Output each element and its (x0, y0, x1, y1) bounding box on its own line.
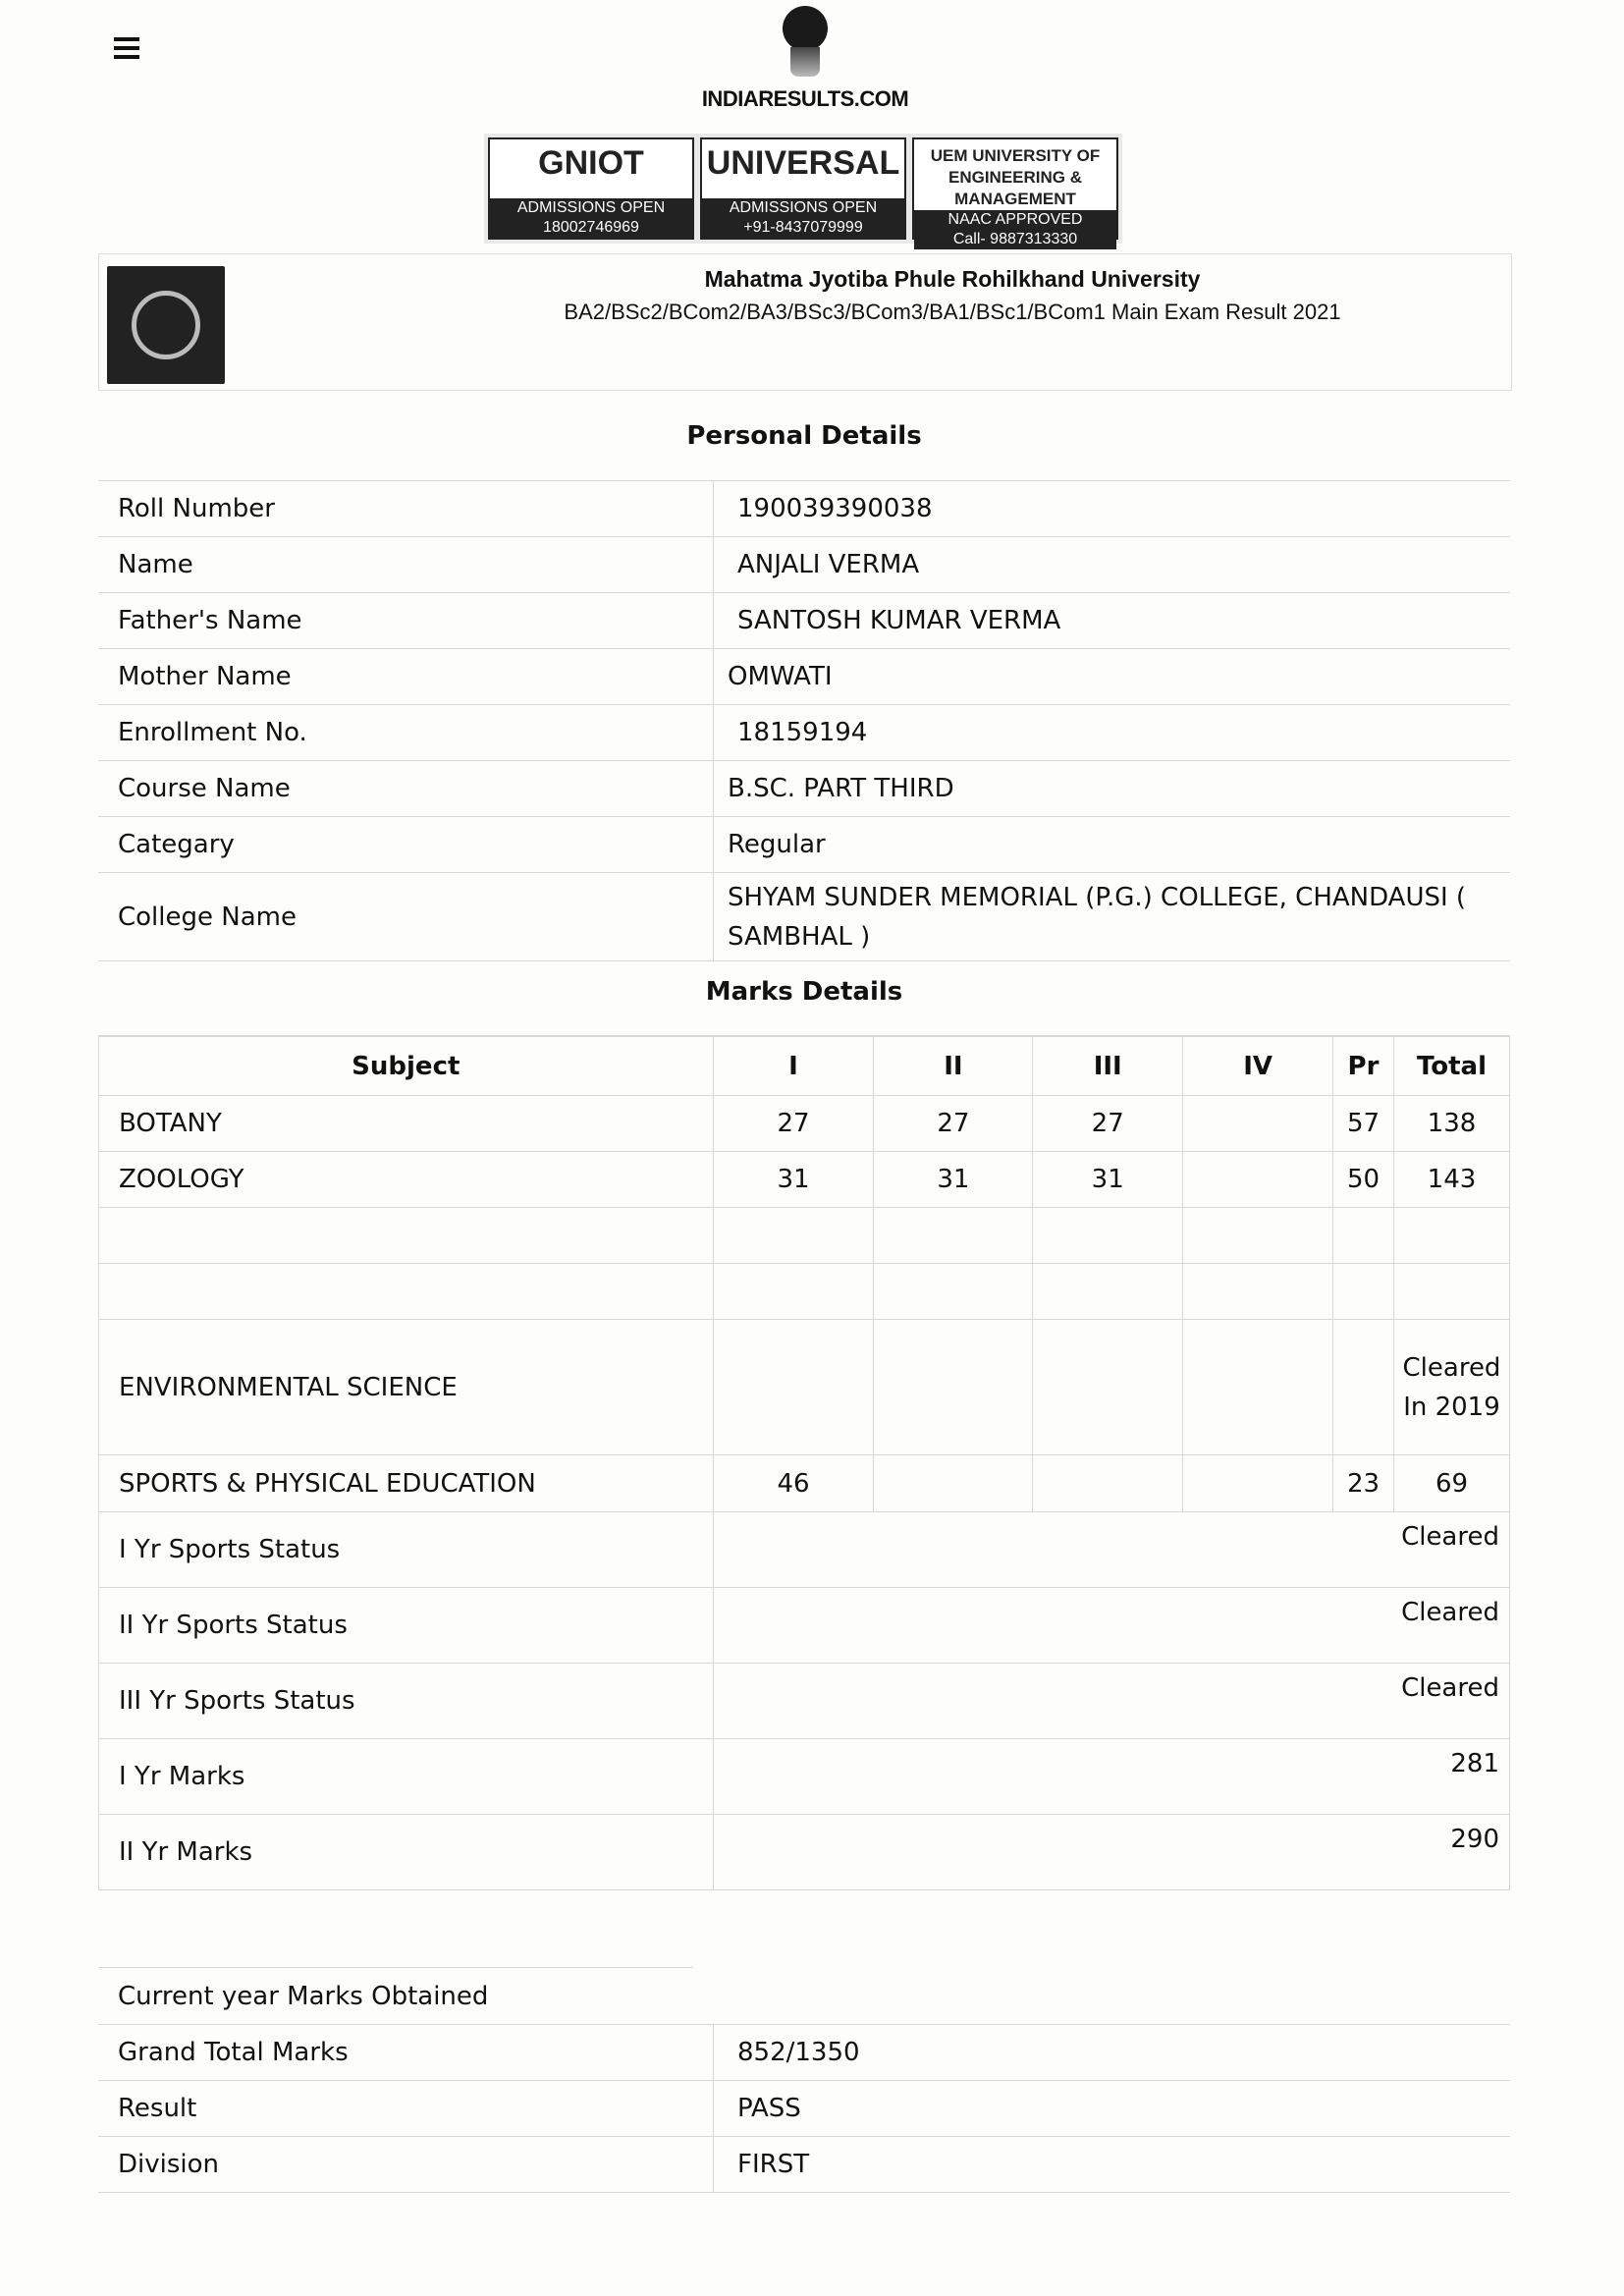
ad-line2: 18002746969 (490, 218, 692, 238)
total-cell: 69 (1393, 1455, 1509, 1512)
ad-universal[interactable] (700, 137, 906, 240)
field-value: SHYAM SUNDER MEMORIAL (P.G.) COLLEGE, CHANDAUSI ( SAMBHAL ) (713, 873, 1510, 960)
total-cell: 143 (1393, 1152, 1509, 1208)
exam-title: BA2/BSc2/BCom2/BA3/BSc3/BCom3/BA1/BSc1/BCom1 Main Exam Result 2021 (564, 300, 1341, 324)
spacer-row (98, 1890, 693, 1968)
summary-row (98, 2081, 1510, 2137)
table-row (99, 1320, 1510, 1455)
personal-row (98, 649, 1510, 705)
status-label: I Yr Sports Status (99, 1512, 714, 1588)
field-label: Roll Number (118, 494, 275, 523)
marks-cell (713, 1320, 874, 1455)
marks-cell (1183, 1152, 1333, 1208)
marks-header-row (99, 1037, 1510, 1096)
total-cell (1393, 1264, 1509, 1320)
ad-brand: UNIVERSAL (706, 144, 900, 182)
field-value: SANTOSH KUMAR VERMA (713, 593, 1510, 648)
marks-cell (1333, 1264, 1394, 1320)
status-value: Cleared (713, 1588, 1509, 1664)
ad-brand: GNIOT (538, 144, 644, 182)
status-row (99, 1512, 1510, 1588)
marks-cell: 57 (1333, 1096, 1394, 1152)
field-label: Course Name (118, 774, 291, 803)
column-header: II (874, 1037, 1033, 1096)
marks-cell: 27 (874, 1096, 1033, 1152)
table-row (99, 1264, 1510, 1320)
university-name: Mahatma Jyotiba Phule Rohilkhand University (704, 266, 1201, 292)
status-label: I Yr Marks (99, 1739, 714, 1815)
field-label: Division (118, 2150, 220, 2179)
marks-cell (874, 1264, 1033, 1320)
marks-cell (1033, 1264, 1183, 1320)
ad-line1: ADMISSIONS OPEN (490, 198, 692, 218)
status-row (99, 1664, 1510, 1739)
status-label: III Yr Sports Status (99, 1664, 714, 1739)
marks-cell (1183, 1096, 1333, 1152)
summary-row (98, 2025, 1510, 2081)
status-row (99, 1588, 1510, 1664)
ad-line2: Call- 9887313330 (914, 230, 1116, 249)
marks-cell (874, 1455, 1033, 1512)
field-value: PASS (713, 2081, 1510, 2136)
subject-cell: ENVIRONMENTAL SCIENCE (99, 1320, 714, 1455)
marks-cell: 27 (1033, 1096, 1183, 1152)
column-header: IV (1183, 1037, 1333, 1096)
personal-row (98, 817, 1510, 873)
ad-uem[interactable] (912, 137, 1118, 247)
field-value: 190039390038 (713, 481, 1510, 536)
marks-cell (1183, 1208, 1333, 1264)
field-value: OMWATI (713, 649, 1510, 704)
total-cell: Cleared In 2019 (1393, 1320, 1509, 1455)
marks-cell (1183, 1320, 1333, 1455)
status-value: 281 (713, 1739, 1509, 1815)
field-label: Grand Total Marks (118, 2038, 349, 2067)
university-header (98, 253, 1512, 391)
column-header: Total (1393, 1037, 1509, 1096)
site-name: INDIARESULTS.COM (701, 86, 909, 111)
marks-cell (1033, 1320, 1183, 1455)
ad-banner (484, 134, 1122, 247)
field-value: ANJALI VERMA (713, 537, 1510, 592)
status-value: Cleared (713, 1512, 1509, 1588)
marks-cell: 46 (713, 1455, 874, 1512)
column-header: Subject (99, 1037, 714, 1096)
personal-row (98, 705, 1510, 761)
subject-cell (99, 1264, 714, 1320)
field-value: FIRST (713, 2137, 1510, 2192)
personal-row (98, 593, 1510, 649)
status-row (99, 1739, 1510, 1815)
site-logo[interactable] (687, 6, 923, 112)
table-row (99, 1152, 1510, 1208)
table-row (99, 1208, 1510, 1264)
hamburger-icon[interactable] (114, 37, 139, 61)
marks-cell: 31 (1033, 1152, 1183, 1208)
marks-cell: 31 (713, 1152, 874, 1208)
marks-cell (1333, 1208, 1394, 1264)
marks-cell: 27 (713, 1096, 874, 1152)
ad-brand: UEM UNIVERSITY OF ENGINEERING & MANAGEMENT (930, 146, 1101, 208)
subject-cell (99, 1208, 714, 1264)
marks-cell (1333, 1320, 1394, 1455)
marks-cell (874, 1208, 1033, 1264)
column-header: Pr (1333, 1037, 1394, 1096)
marks-cell: 31 (874, 1152, 1033, 1208)
field-label: Enrollment No. (118, 718, 307, 747)
status-label: II Yr Marks (99, 1815, 714, 1890)
marks-cell (1033, 1208, 1183, 1264)
status-label: II Yr Sports Status (99, 1588, 714, 1664)
marks-cell: 23 (1333, 1455, 1394, 1512)
field-value: 18159194 (713, 705, 1510, 760)
field-label: Name (118, 550, 193, 579)
field-label: Mother Name (118, 662, 292, 691)
personal-row (98, 873, 1510, 961)
current-year-row (98, 1968, 1510, 2025)
marks-cell (713, 1208, 874, 1264)
field-label: Result (118, 2094, 197, 2123)
marks-cell (1033, 1455, 1183, 1512)
current-year-label: Current year Marks Obtained (118, 1981, 489, 2011)
field-label: College Name (118, 902, 297, 932)
status-value: Cleared (713, 1664, 1509, 1739)
ad-gniot[interactable] (488, 137, 694, 240)
subject-cell: ZOOLOGY (99, 1152, 714, 1208)
total-cell: 138 (1393, 1096, 1509, 1152)
marks-table (98, 1036, 1510, 1890)
result-sheet (98, 407, 1510, 2193)
subject-cell: SPORTS & PHYSICAL EDUCATION (99, 1455, 714, 1512)
table-row (99, 1455, 1510, 1512)
column-header: I (713, 1037, 874, 1096)
total-cell (1393, 1208, 1509, 1264)
marks-details-heading: Marks Details (98, 961, 1510, 1036)
table-row (99, 1096, 1510, 1152)
status-row (99, 1815, 1510, 1890)
logo-stem-icon (790, 47, 820, 77)
personal-row (98, 761, 1510, 817)
field-value: B.SC. PART THIRD (713, 761, 1510, 816)
field-value: 852/1350 (713, 2025, 1510, 2080)
field-label: Categary (118, 830, 235, 859)
status-value: 290 (713, 1815, 1509, 1890)
marks-cell: 50 (1333, 1152, 1394, 1208)
logo-ball-icon (783, 6, 828, 51)
personal-row (98, 537, 1510, 593)
ad-line2: +91-8437079999 (702, 218, 904, 238)
marks-cell (874, 1320, 1033, 1455)
column-header: III (1033, 1037, 1183, 1096)
ad-line1: ADMISSIONS OPEN (702, 198, 904, 218)
personal-row (98, 481, 1510, 537)
subject-cell: BOTANY (99, 1096, 714, 1152)
field-value: Regular (713, 817, 1510, 872)
field-label: Father's Name (118, 606, 302, 635)
summary-row (98, 2137, 1510, 2193)
ad-line1: NAAC APPROVED (914, 210, 1116, 230)
marks-cell (1183, 1455, 1333, 1512)
university-seal-icon (107, 266, 225, 384)
marks-cell (1183, 1264, 1333, 1320)
marks-cell (713, 1264, 874, 1320)
personal-details-heading: Personal Details (98, 407, 1510, 481)
